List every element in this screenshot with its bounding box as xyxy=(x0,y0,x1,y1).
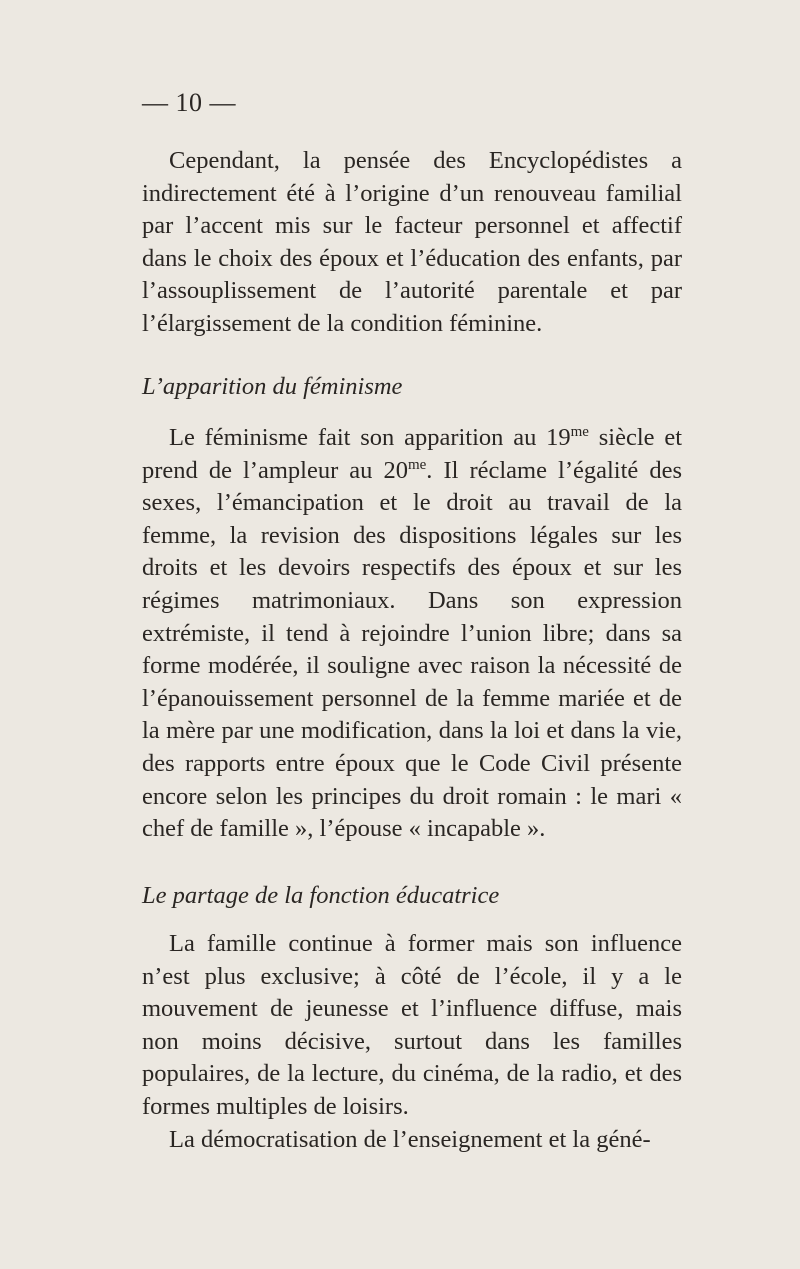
intro-paragraph: Cependant, la pensée des Encyclopédistes a indirectement été à l’origine d’un renouveau familial par l’accent mis sur le facteur personnel et affectif dans le choix des époux et l’éducation des enfants, par l’assouplissement de l’autorité parentale et par l’élargissement de la condition féminine. xyxy=(142,147,682,337)
section-heading-fonction-educatrice: Le partage de la fonction éducatrice xyxy=(142,882,500,909)
page-number: — 10 — xyxy=(142,88,236,117)
feminisme-text-end: . Il réclame l’égalité des sexes, l’émancipation et le droit au travail de la femme, la revision des dispositions légales sur les droits et les devoirs respectifs des époux et sur les régimes matrimoniaux. Dans son expression extrémiste, il tend à rejoindre l’union libre; dans sa forme modérée, il souligne avec raison la nécessité de l’épanouissement personnel de la femme mariée et de la mère par une modification, dans la loi et dans la vie, des rapports entre époux que le Code Civil présente encore selon les principes du droit romain : le mari « chef de famille », l’épouse « incapable ». xyxy=(142,456,682,843)
superscript-me-1: me xyxy=(570,424,589,440)
feminisme-text-start: Le féminisme fait son apparition au 19 xyxy=(169,424,571,451)
educatrice-paragraph-1: La famille continue à former mais son influence n’est plus exclusive; à côté de l’école, il y a le mouvement de jeunesse et l’influence diffuse, mais non moins décisive, surtout dans les familles populaires, de la lecture, du cinéma, de la radio, et des formes multiples de loisirs. xyxy=(142,930,682,1120)
intro-block xyxy=(142,145,682,341)
superscript-me-2: me xyxy=(407,456,427,473)
section-heading-feminisme: L’apparition du féminisme xyxy=(142,373,403,400)
educatrice-block xyxy=(142,928,682,1156)
educatrice-paragraph-2: La démocratisation de l’enseignement et la géné- xyxy=(169,1125,651,1153)
feminisme-paragraph xyxy=(142,422,682,846)
feminisme-text-mid: siècle et prend de l’ampleur au 20 xyxy=(142,424,682,484)
feminisme-block xyxy=(142,422,682,846)
